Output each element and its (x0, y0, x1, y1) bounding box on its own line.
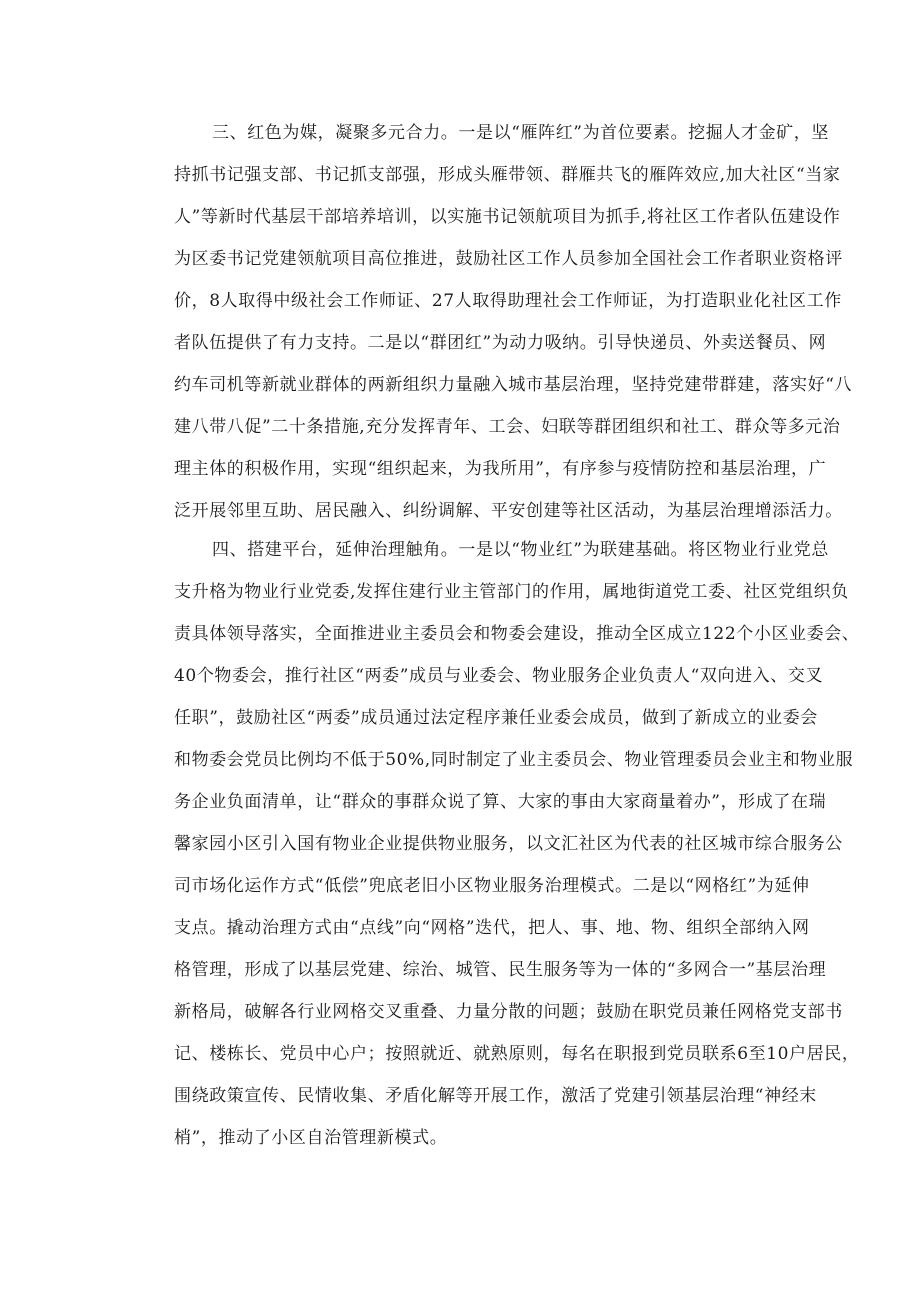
paragraph-line: 支点。撬动治理方式由“点线”向“网格”迭代，把人、事、地、物、组织全部纳入网 (174, 918, 810, 938)
paragraph-line: 责具体领导落实，全面推进业主委员会和物委会建设，推动全区成立122个小区业委会、 (174, 624, 860, 644)
paragraph-line: 格管理，形成了以基层党建、综治、城管、民生服务等为一体的“多网合一”基层治理 (174, 960, 827, 980)
paragraph-line: 泛开展邻里互助、居民融入、纠纷调解、平安创建等社区活动，为基层治理增添活力。 (174, 501, 843, 521)
paragraph-line: 三、红色为媒，凝聚多元合力。一是以“雁阵红”为首位要素。挖掘人才金矿，坚 (212, 123, 829, 143)
paragraph-line: 约车司机等新就业群体的两新组织力量融入城市基层治理，坚持党建带群建，落实好“八 (174, 375, 853, 395)
paragraph-line: 和物委会党员比例均不低于50%,同时制定了业主委员会、物业管理委员会业主和物业服 (174, 750, 854, 770)
paragraph-line: 四、搭建平台，延伸治理触角。一是以“物业红”为联建基础。将区物业行业党总 (212, 540, 829, 560)
paragraph-line: 司市场化运作方式“低偿”兜底老旧小区物业服务治理模式。二是以“网格红”为延伸 (174, 876, 810, 896)
paragraph-line: 者队伍提供了有力支持。二是以“群团红”为动力吸纳。引导快递员、外卖送餐员、网 (174, 333, 827, 353)
paragraph-line: 围绕政策宣传、民情收集、矛盾化解等开展工作，激活了党建引领基层治理“神经末 (174, 1086, 817, 1106)
paragraph-line: 40个物委会，推行社区“两委”成员与业委会、物业服务企业负责人“双向进入、交叉 (174, 666, 824, 686)
paragraph-line: 记、楼栋长、党员中心户；按照就近、就熟原则，每名在职报到党员联系6至10户居民， (174, 1044, 860, 1064)
paragraph-line: 持抓书记强支部、书记抓支部强，形成头雁带领、群雁共飞的雁阵效应,加大社区“当家 (174, 165, 841, 185)
paragraph-line: 梢”，推动了小区自治管理新模式。 (174, 1128, 448, 1148)
paragraph-line: 理主体的积极作用，实现“组织起来，为我所用”，有序参与疫情防控和基层治理，广 (174, 459, 827, 479)
paragraph-line: 任职”，鼓励社区“两委”成员通过法定程序兼任业委会成员，做到了新成立的业委会 (174, 708, 818, 728)
paragraph-line: 价，8人取得中级社会工作师证、27人取得助理社会工作师证，为打造职业化社区工作 (174, 291, 842, 311)
paragraph-line: 新格局，破解各行业网格交叉重叠、力量分散的问题；鼓励在职党员兼任网格党支部书 (174, 1002, 843, 1022)
paragraph-line: 人”等新时代基层干部培养培训，以实施书记领航项目为抓手,将社区工作者队伍建设作 (174, 207, 841, 227)
paragraph-line: 馨家园小区引入国有物业企业提供物业服务，以文汇社区为代表的社区城市综合服务公 (174, 834, 843, 854)
paragraph-line: 为区委书记党建领航项目高位推进，鼓励社区工作人员参加全国社会工作者职业资格评 (174, 249, 843, 269)
paragraph-line: 务企业负面清单，让“群众的事群众说了算、大家的事由大家商量着办”，形成了在瑞 (174, 792, 827, 812)
paragraph-line: 建八带八促”二十条措施,充分发挥青年、工会、妇联等群团组织和社工、群众等多元治 (174, 417, 841, 437)
paragraph-line: 支升格为物业行业党委,发挥住建行业主管部门的作用，属地街道党工委、社区党组织负 (174, 582, 849, 602)
